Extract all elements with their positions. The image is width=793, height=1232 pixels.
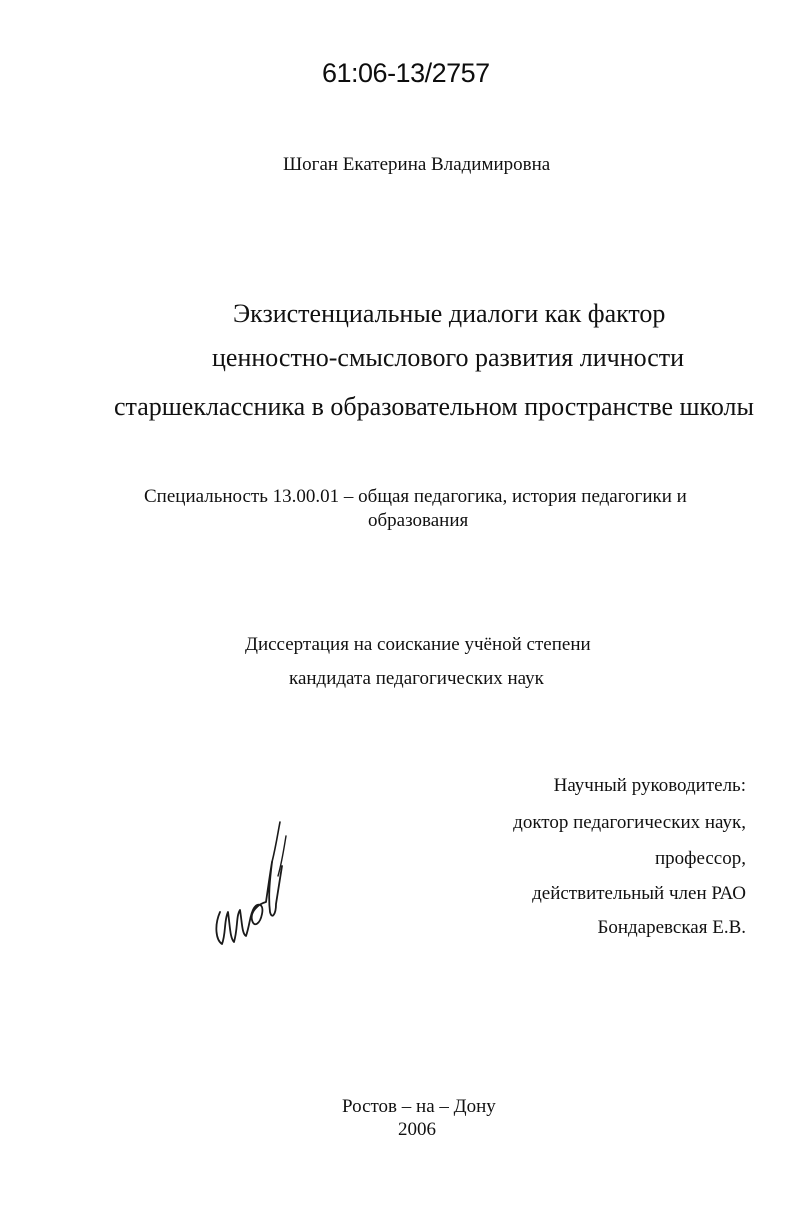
city: Ростов – на – Дону xyxy=(342,1096,496,1117)
advisor-name: Бондаревская Е.В. xyxy=(597,917,746,938)
catalog-number: 61:06-13/2757 xyxy=(322,58,490,88)
handwritten-signature xyxy=(206,816,296,956)
title-line: старшеклассника в образовательном пространстве школы xyxy=(114,392,754,421)
advisor-line: действительный член РАО xyxy=(532,883,746,904)
specialty-line: образования xyxy=(368,510,469,531)
advisor-line: Научный руководитель: xyxy=(553,775,746,796)
title-line: Экзистенциальные диалоги как фактор xyxy=(233,299,666,328)
title-line: ценностно-смыслового развития личности xyxy=(212,343,685,372)
year: 2006 xyxy=(398,1119,436,1140)
specialty-line: Специальность 13.00.01 – общая педагогика, история педагогики и xyxy=(144,486,687,507)
advisor-line: профессор, xyxy=(654,848,746,869)
author-name: Шоган Екатерина Владимировна xyxy=(283,154,551,175)
degree-line: кандидата педагогических наук xyxy=(289,668,544,689)
degree-line: Диссертация на соискание учёной степени xyxy=(245,634,591,655)
advisor-line: доктор педагогических наук, xyxy=(513,812,746,833)
